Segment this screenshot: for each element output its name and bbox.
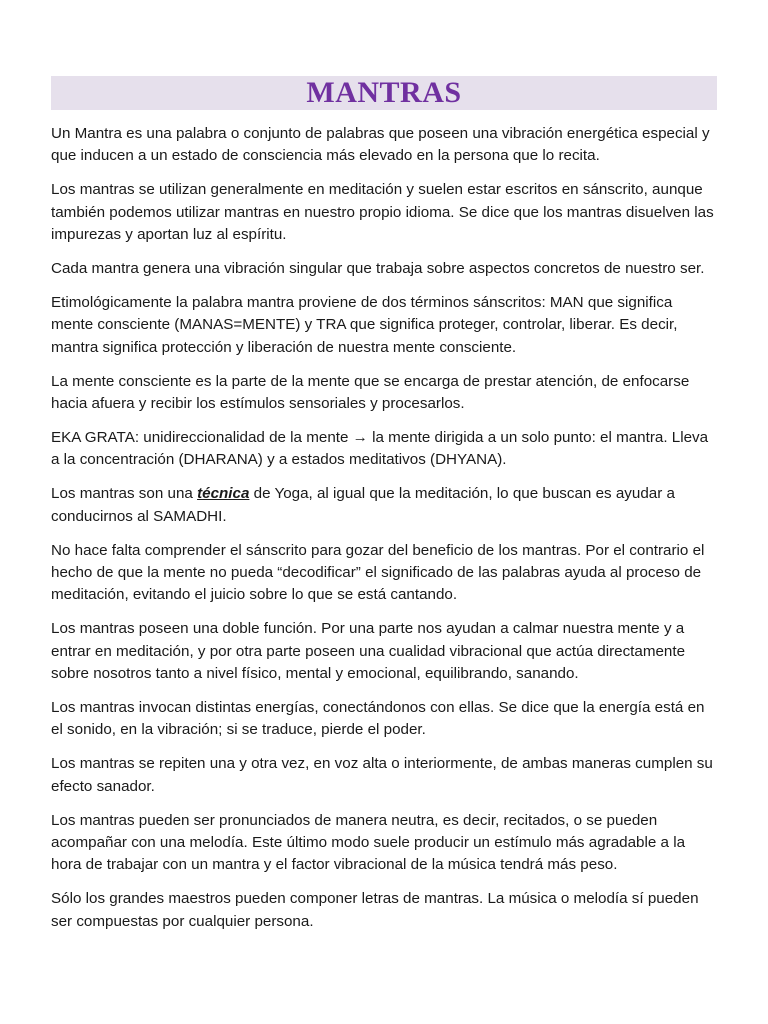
paragraph-eka-grata	[51, 427, 717, 472]
paragraph-energies: Los mantras invocan distintas energías, conectándonos con ellas. Se dice que la energía está en el sonido, en la vibración; si se traduce, pierde el poder.	[51, 699, 705, 739]
paragraph-usage: Los mantras se utilizan generalmente en meditación y suelen estar escritos en sánscrito, aunque también podemos utilizar mantras en nuestro propio idioma. Se dice que los mantras disuelven las impurezas y aportan luz al espíritu.	[51, 181, 714, 244]
paragraph-vibration: Cada mantra genera una vibración singular que trabaja sobre aspectos concretos de nuestro ser.	[51, 260, 705, 278]
paragraph-repetition: Los mantras se repiten una y otra vez, en voz alta o interiormente, de ambas maneras cumplen su efecto sanador.	[51, 755, 713, 795]
paragraph-etymology: Etimológicamente la palabra mantra proviene de dos términos sánscritos: MAN que significa mente consciente (MANAS=MENTE) y TRA que significa proteger, controlar, liberar. Es decir, mantra significa protección y liberación de nuestra mente consciente.	[51, 293, 678, 356]
technique-emphasis: técnica	[197, 485, 250, 503]
document-page	[51, 76, 717, 945]
arrow-right-icon: →	[352, 428, 368, 446]
paragraph-dual-function: Los mantras poseen una doble función. Por una parte nos ayudan a calmar nuestra mente y a entrar en meditación, y por otra parte poseen una cualidad vibracional que actúa directamente sobre nosotros tanto a nivel físico, mental y emocional, equilibrando, sanando.	[51, 620, 686, 683]
eka-grata-text-end: la mente dirigida a un solo punto: el mantra. Lleva a la concentración (DHARANA) y a estados meditativos (DHYANA).	[51, 428, 709, 469]
technique-text-end: de Yoga, al igual que la meditación, lo que buscan es ayudar a conducirnos al SAMADHI.	[51, 485, 675, 525]
technique-text-start: Los mantras son una	[51, 485, 198, 503]
paragraph-conscious-mind: La mente consciente es la parte de la mente que se encarga de prestar atención, de enfocarse hacia afuera y recibir los estímulos sensoriales y procesarlos.	[51, 372, 690, 413]
title-banner	[51, 76, 717, 110]
paragraph-technique	[51, 483, 717, 528]
paragraph-masters: Sólo los grandes maestros pueden componer letras de mantras. La música o melodía sí pueden ser compuestas por cualquier persona.	[51, 890, 699, 930]
page-title: MANTRAS	[306, 76, 462, 109]
eka-grata-text-start: EKA GRATA: unidireccionalidad de la mente	[51, 428, 353, 446]
paragraph-melody: Los mantras pueden ser pronunciados de manera neutra, es decir, recitados, o se pueden acompañar con una melodía. Este último modo suele producir un estímulo más agradable a la hora de trabajar con un mantra y el factor vibracional de la música tendrá más peso.	[51, 811, 686, 874]
paragraph-definition: Un Mantra es una palabra o conjunto de palabras que poseen una vibración energética especial y que inducen a un estado de consciencia más elevado en la persona que lo recita.	[51, 125, 710, 165]
paragraph-sanskrit: No hace falta comprender el sánscrito para gozar del beneficio de los mantras. Por el contrario el hecho de que la mente no pueda “decodificar” el significado de las palabras ayuda al proceso de meditación, evitando el juicio sobre lo que se está cantando.	[51, 541, 705, 604]
